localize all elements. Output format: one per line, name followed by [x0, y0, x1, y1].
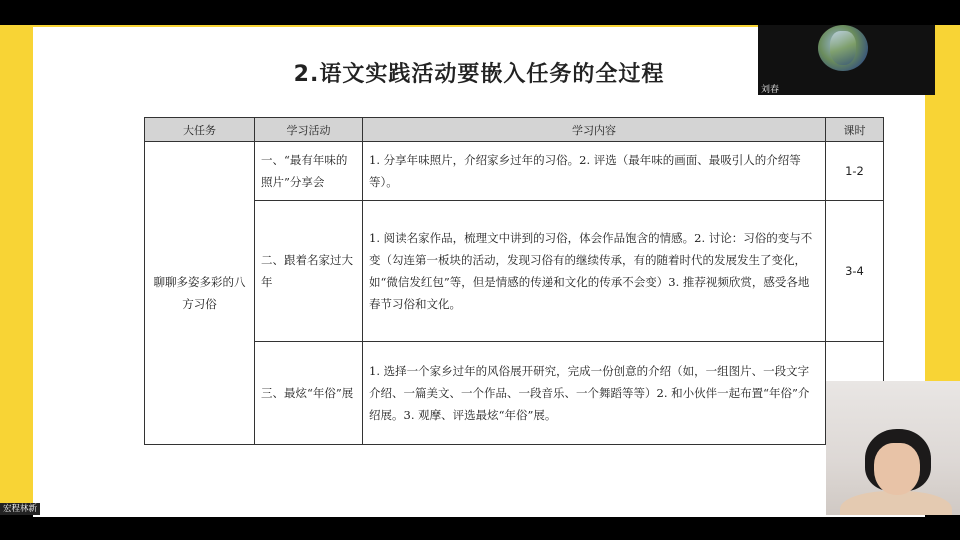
- participant-video-tile[interactable]: [758, 25, 935, 95]
- activity-cell: 三、最炫“年俗”展: [255, 342, 363, 445]
- speaker-face: [874, 443, 920, 495]
- content-cell: 1. 阅读名家作品，梳理文中讲到的习俗，体会作品饱含的情感。2. 讨论：习俗的变与不变（勾连第一板块的活动，发现习俗有的继续传承，有的随着时代的发展发生了变化，如“微信发红包”等，但是情感的传递和文化的传承不会变）3. 推荐视频欣赏，感受各地春节习俗和文化。: [363, 201, 826, 342]
- activity-cell: 二、跟着名家过大年: [255, 201, 363, 342]
- task-cell: 聊聊多姿多彩的八方习俗: [145, 142, 255, 445]
- speaker-video-tile[interactable]: [826, 381, 960, 515]
- activity-cell: 一、“最有年味的照片”分享会: [255, 142, 363, 201]
- presenter-label: 宏程林新: [0, 503, 40, 515]
- content-cell: 1. 选择一个家乡过年的风俗展开研究，完成一份创意的介绍（如，一组图片、一段文字介绍、一篇美文、一个作品、一段音乐、一个舞蹈等等）2. 和小伙伴一起布置“年俗”介绍展。3. 观摩、评选最炫“年俗”展。: [363, 342, 826, 445]
- slide-title: 2.语文实践活动要嵌入任务的全过程: [293, 62, 665, 87]
- table-row: [145, 342, 884, 445]
- table-row: [145, 201, 884, 342]
- content-cell: 1. 分享年味照片，介绍家乡过年的习俗。2. 评选（最年味的画面、最吸引人的介绍等等）。: [363, 142, 826, 201]
- table-header-row: [145, 118, 884, 142]
- participant-name: 刘春: [761, 85, 780, 95]
- table-row: [145, 142, 884, 201]
- header-content: 学习内容: [363, 118, 826, 142]
- hours-cell: 3-4: [826, 201, 884, 342]
- slide: [33, 27, 925, 517]
- participant-avatar: [818, 25, 868, 71]
- hours-cell: 1-2: [826, 142, 884, 201]
- lesson-plan-table: [144, 117, 884, 445]
- header-hours: 课时: [826, 118, 884, 142]
- header-activity: 学习活动: [255, 118, 363, 142]
- header-task: 大任务: [145, 118, 255, 142]
